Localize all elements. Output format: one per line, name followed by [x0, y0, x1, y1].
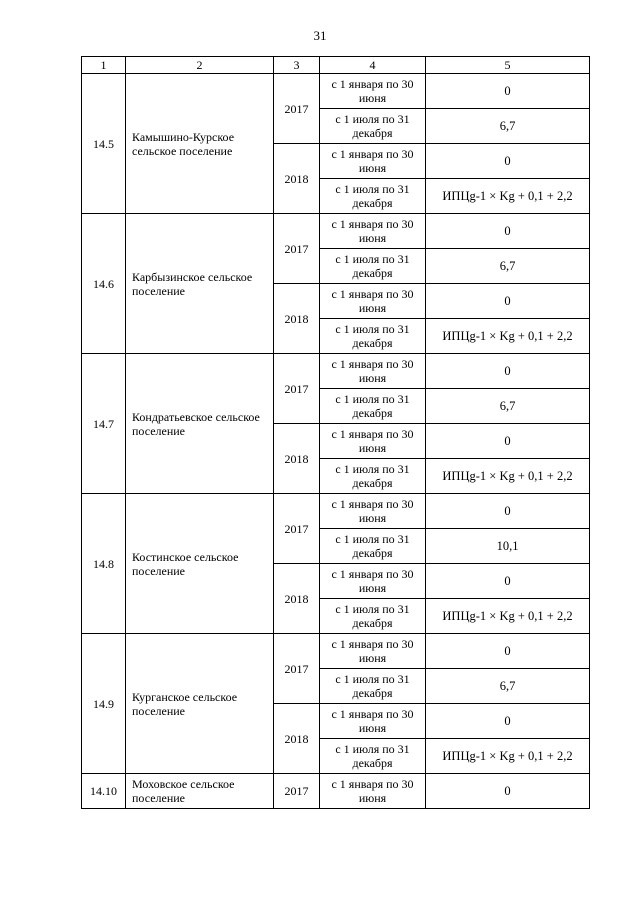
value-cell: 0: [426, 494, 590, 529]
year-cell: 2018: [274, 144, 320, 214]
value-cell: ИПЦg-1 × Kg + 0,1 + 2,2: [426, 179, 590, 214]
column-header: 5: [426, 57, 590, 74]
value-cell: 10,1: [426, 529, 590, 564]
item-number: 14.8: [82, 494, 126, 634]
value-cell: 6,7: [426, 669, 590, 704]
item-number: 14.5: [82, 74, 126, 214]
period-cell: с 1 июля по 31 декабря: [320, 179, 426, 214]
year-cell: 2018: [274, 284, 320, 354]
settlement-name: Моховское сельское поселение: [126, 774, 274, 809]
item-number: 14.7: [82, 354, 126, 494]
table-row: [82, 494, 590, 529]
item-number: 14.6: [82, 214, 126, 354]
page-number: 31: [313, 28, 327, 43]
period-cell: с 1 января по 30 июня: [320, 494, 426, 529]
period-cell: с 1 июля по 31 декабря: [320, 459, 426, 494]
table-row: [82, 634, 590, 669]
settlement-name: Костинское сельское поселение: [126, 494, 274, 634]
table-body: [82, 57, 590, 809]
table-row: [82, 774, 590, 809]
period-cell: с 1 января по 30 июня: [320, 634, 426, 669]
settlement-name: Карбызинское сельское поселение: [126, 214, 274, 354]
period-cell: с 1 июля по 31 декабря: [320, 249, 426, 284]
year-cell: 2018: [274, 564, 320, 634]
value-cell: 6,7: [426, 389, 590, 424]
period-cell: с 1 июля по 31 декабря: [320, 529, 426, 564]
value-cell: 6,7: [426, 109, 590, 144]
year-cell: 2017: [274, 74, 320, 144]
year-cell: 2017: [274, 214, 320, 284]
period-cell: с 1 января по 30 июня: [320, 424, 426, 459]
value-cell: 0: [426, 284, 590, 319]
table-row: [82, 214, 590, 249]
column-header: 3: [274, 57, 320, 74]
period-cell: с 1 января по 30 июня: [320, 74, 426, 109]
year-cell: 2017: [274, 634, 320, 704]
item-number: 14.10: [82, 774, 126, 809]
table-row: [82, 74, 590, 109]
period-cell: с 1 июля по 31 декабря: [320, 109, 426, 144]
value-cell: ИПЦg-1 × Kg + 0,1 + 2,2: [426, 459, 590, 494]
year-cell: 2017: [274, 354, 320, 424]
value-cell: ИПЦg-1 × Kg + 0,1 + 2,2: [426, 739, 590, 774]
value-cell: 0: [426, 424, 590, 459]
period-cell: с 1 июля по 31 декабря: [320, 599, 426, 634]
value-cell: 0: [426, 774, 590, 809]
year-cell: 2017: [274, 494, 320, 564]
settlement-name: Курганское сельское поселение: [126, 634, 274, 774]
value-cell: 0: [426, 144, 590, 179]
period-cell: с 1 января по 30 июня: [320, 144, 426, 179]
table-row: [82, 354, 590, 389]
value-cell: 0: [426, 214, 590, 249]
value-cell: 0: [426, 634, 590, 669]
column-header: 1: [82, 57, 126, 74]
period-cell: с 1 июля по 31 декабря: [320, 389, 426, 424]
period-cell: с 1 января по 30 июня: [320, 214, 426, 249]
column-header: 2: [126, 57, 274, 74]
value-cell: 0: [426, 354, 590, 389]
settlement-name: Кондратьевское сельское поселение: [126, 354, 274, 494]
tariff-table: [81, 56, 590, 809]
year-cell: 2017: [274, 774, 320, 809]
value-cell: ИПЦg-1 × Kg + 0,1 + 2,2: [426, 319, 590, 354]
period-cell: с 1 января по 30 июня: [320, 774, 426, 809]
year-cell: 2018: [274, 704, 320, 774]
period-cell: с 1 июля по 31 декабря: [320, 319, 426, 354]
value-cell: 0: [426, 704, 590, 739]
value-cell: 0: [426, 74, 590, 109]
period-cell: с 1 июля по 31 декабря: [320, 669, 426, 704]
item-number: 14.9: [82, 634, 126, 774]
period-cell: с 1 января по 30 июня: [320, 704, 426, 739]
column-header: 4: [320, 57, 426, 74]
header-row: [82, 57, 590, 74]
period-cell: с 1 января по 30 июня: [320, 564, 426, 599]
value-cell: ИПЦg-1 × Kg + 0,1 + 2,2: [426, 599, 590, 634]
period-cell: с 1 июля по 31 декабря: [320, 739, 426, 774]
period-cell: с 1 января по 30 июня: [320, 354, 426, 389]
settlement-name: Камышино-Курское сельское поселение: [126, 74, 274, 214]
value-cell: 0: [426, 564, 590, 599]
period-cell: с 1 января по 30 июня: [320, 284, 426, 319]
year-cell: 2018: [274, 424, 320, 494]
value-cell: 6,7: [426, 249, 590, 284]
